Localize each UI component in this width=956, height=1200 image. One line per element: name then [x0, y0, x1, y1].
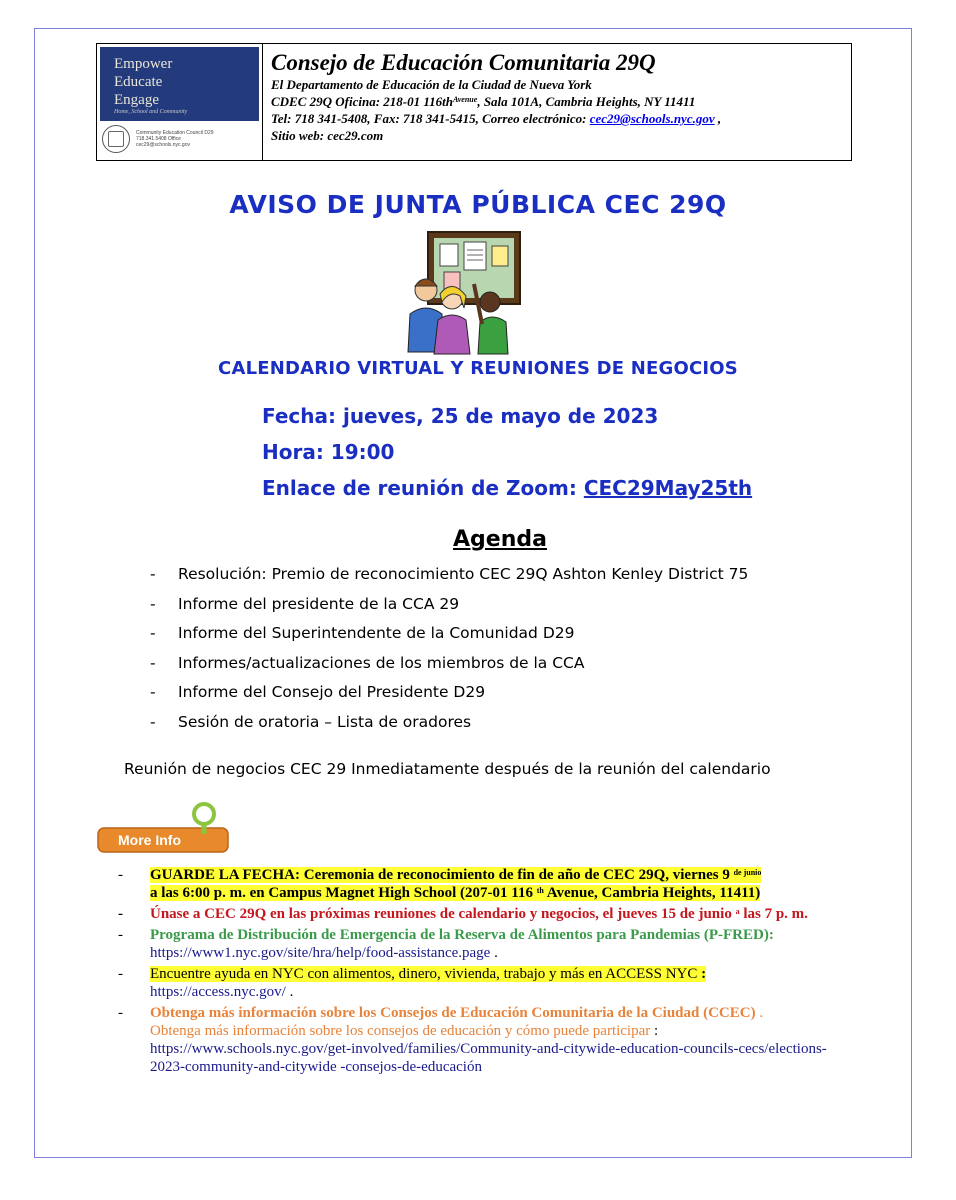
info-notes [118, 866, 858, 1079]
logo-council-line1: Community Education Council D29 [136, 130, 214, 136]
note-upcoming-meetings: - Únase a CEC 29Q en las próximas reuniones de calendario y negocios, el jueves 15 de junio $^a$ las 7 p. m. [118, 905, 858, 923]
logo-footer [100, 121, 259, 157]
agenda-item: - Informe del presidente de la CCA 29 [150, 590, 748, 620]
letterhead-info [263, 44, 721, 160]
meeting-date: Fecha: jueves, 25 de mayo de 2023 [262, 404, 659, 428]
agenda-title: Agenda [453, 527, 547, 552]
logo-council-line2: 718.341.5408 Office [136, 136, 181, 142]
note-access-nyc: - Encuentre ayuda en NYC con alimentos, dinero, vivienda, trabajo y más en ACCESS NYC : https://access.nyc.gov/ . [118, 965, 858, 1001]
contact-line: Tel: 718 341-5408, Fax: 718 341-5415, Correo electrónico: cec29@schools.nyc.gov , [271, 111, 722, 126]
meeting-details [262, 398, 752, 506]
pfred-link[interactable]: https://www1.nyc.gov/site/hra/help/food-assistance.page [150, 945, 491, 961]
logo-council-text [136, 130, 214, 148]
bulletin-board-people-icon [390, 228, 530, 358]
logo-council-line3: cec29@schools.nyc.gov [136, 142, 190, 148]
logo-line-engage: Engage [114, 92, 159, 108]
note-pfred: - Programa de Distribución de Emergencia de la Reserva de Alimentos para Pandemias (P-FRED): https://www1.nyc.gov/site/hra/help/food-assistance.page . [118, 926, 858, 962]
notice-title: AVISO DE JUNTA PÚBLICA CEC 29Q [229, 190, 727, 219]
notice-subtitle: CALENDARIO VIRTUAL Y REUNIONES DE NEGOCIOS [218, 358, 738, 379]
more-info-magnifier-icon[interactable] [96, 800, 236, 856]
save-date-text: GUARDE LA FECHA: Ceremonia de reconocimiento de fin de año de CEC 29Q, viernes 9 $^{de junio}$ a las 6:00 p. m. en Campus Magnet High School (207-01 116 $^{th}$ Avenue, Cambria Heights, 11411) [150, 867, 762, 901]
seal-icon [102, 125, 130, 153]
business-meeting-note: Reunión de negocios CEC 29 Inmediatamente después de la reunión del calendario [124, 760, 771, 778]
agenda-list [150, 560, 748, 737]
agenda-item: - Resolución: Premio de reconocimiento CEC 29Q Ashton Kenley District 75 [150, 560, 748, 590]
meeting-zoom: Enlace de reunión de Zoom: CEC29May25th [262, 476, 753, 500]
zoom-link[interactable]: CEC29May25th [583, 476, 753, 500]
agenda-item: - Informe del Superintendente de la Comunidad D29 [150, 619, 748, 649]
email-link[interactable]: cec29@schools.nyc.gov [589, 111, 715, 126]
dept-name: El Departamento de Educación de la Ciudad de Nueva York [271, 77, 592, 92]
more-info-label: More Info [118, 832, 181, 848]
agenda-item: - Informes/actualizaciones de los miembros de la CCA [150, 649, 748, 679]
org-name: Consejo de Educación Comunitaria 29Q [271, 50, 656, 75]
logo-banner [100, 47, 259, 121]
meeting-time: Hora: 19:00 [262, 440, 395, 464]
logo-line-educate: Educate [114, 74, 163, 90]
logo-tagline: Home, School and Community [114, 109, 188, 115]
logo-line-empower: Empower [114, 56, 173, 72]
office-address: CDEC 29Q Oficina: 218-01 $116th^{Avenue}$, Sala 101A, Cambria Heights, NY 11411 [271, 94, 696, 109]
letterhead [96, 43, 852, 161]
agenda-item: - Sesión de oratoria – Lista de oradores [150, 708, 748, 738]
agenda-item: - Informe del Consejo del Presidente D29 [150, 678, 748, 708]
website: Sitio web: cec29.com [271, 128, 384, 143]
note-ccec: - Obtenga más información sobre los Consejos de Educación Comunitaria de la Ciudad (CCEC) . Obtenga más información sobre los consejos de educación y cómo puede participar : https://www.schools.nyc.gov/get-involved/families/Community-and-citywide-education-councils-cecs/elections-2023-community-and-citywide -consejos-de-educación [118, 1004, 858, 1076]
cec-logo [97, 44, 263, 160]
ccec-link[interactable]: https://www.schools.nyc.gov/get-involved/families/Community-and-citywide-education-councils-cecs/elections-2023-community-and-citywide -consejos-de-educación [150, 1041, 827, 1075]
access-nyc-link[interactable]: https://access.nyc.gov/ [150, 984, 286, 1000]
note-save-the-date [118, 866, 858, 902]
